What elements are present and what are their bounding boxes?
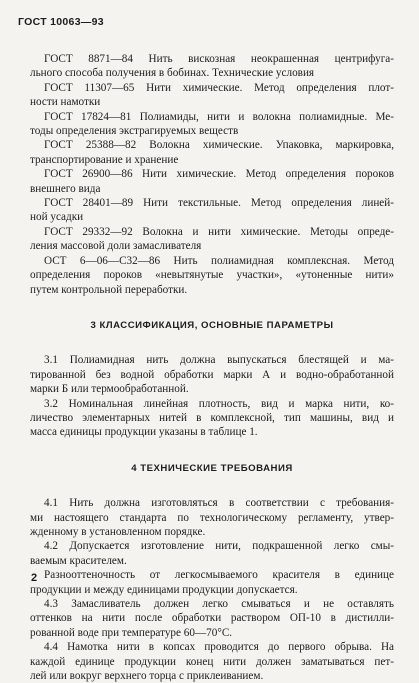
- text-line: транспортирование и хранение: [30, 153, 179, 166]
- text-line: рованной воде при температуре 60—70°С.: [30, 626, 233, 639]
- text-line: оттенков на нити после обработки раствором ОП-10 в дистилли-: [30, 612, 394, 625]
- paragraph: [30, 568, 394, 597]
- paragraph: [30, 397, 394, 440]
- text-line: 3.2 Номинальная линейная плотность, вид и марка нити, ко-: [44, 397, 394, 410]
- section-3-body: [30, 353, 394, 439]
- text-line: ГОСТ 26900—86 Нити химические. Метод определения пороков: [44, 168, 394, 181]
- text-line: ления массовой доли замасливателя: [30, 240, 202, 253]
- text-line: тоды определения экстрагируемых веществ: [30, 125, 239, 138]
- section-4-title: 4 ТЕХНИЧЕСКИЕ ТРЕБОВАНИЯ: [131, 462, 293, 474]
- text-line: ми настоящего стандарта по технологическому регламенту, утвер-: [30, 511, 394, 524]
- reference-item: [30, 254, 394, 297]
- text-line: тированной без водной обработки марки А и водно-обработанной: [30, 368, 394, 381]
- text-line: ГОСТ 28401—89 Нити текстильные. Метод определения линей-: [44, 197, 394, 210]
- paragraph: [30, 496, 394, 539]
- text-line: ОСТ 6—06—С32—86 Нить полиамидная комплексная. Метод: [44, 254, 394, 267]
- reference-item: [30, 110, 394, 139]
- text-line: ности намотки: [30, 96, 101, 109]
- text-line: путем контрольной переработки.: [30, 283, 188, 296]
- text-line: 4.2 Допускается изготовление нити, подкрашенной легко смы-: [44, 540, 394, 553]
- references-list: [30, 52, 394, 297]
- reference-item: [30, 138, 394, 167]
- reference-item: [30, 225, 394, 254]
- text-line: 4.4 Намотка нити в копсах проводится до первого обрыва. На: [44, 641, 394, 654]
- text-line: 3.1 Полиамидная нить должна выпускаться блестящей и ма-: [44, 354, 394, 367]
- text-line: внешнего вида: [30, 182, 101, 195]
- section-4-body: [30, 496, 394, 683]
- text-line: продукции и между единицами продукции допускается.: [30, 583, 298, 596]
- text-line: ГОСТ 8871—84 Нить вискозная неокрашенная центрифуга-: [44, 53, 394, 65]
- reference-item: [30, 81, 394, 110]
- text-line: каждой единице продукции конец нити должен заматываться пет-: [30, 655, 394, 668]
- text-line: 4.3 Замасливатель должен легко смываться и не оставлять: [44, 598, 394, 610]
- text-line: жденному в установленном порядке.: [30, 525, 206, 538]
- paragraph: [30, 597, 394, 640]
- text-line: Разнооттеночность от легкосмываемого красителя в единице: [44, 569, 394, 582]
- text-line: определения пороков «невытянутые участки», «утоненные нити»: [30, 269, 394, 282]
- paragraph: [30, 640, 394, 683]
- text-line: льного способа получения в бобинах. Технические условия: [30, 67, 315, 80]
- document-body: [30, 52, 394, 683]
- reference-item: [30, 167, 394, 196]
- text-line: 4.1 Нить должна изготовляться в соответствии с требования-: [44, 497, 394, 510]
- page-header: ГОСТ 10063—93: [18, 16, 104, 28]
- text-line: марки Б или термообработанной.: [30, 383, 189, 396]
- text-line: лей или вокруг верхнего торца с приклеиванием.: [30, 670, 264, 683]
- text-line: ГОСТ 11307—65 Нити химические. Метод определения плот-: [44, 81, 394, 94]
- text-line: масса единицы продукции указаны в таблице 1.: [30, 426, 258, 439]
- paragraph: [30, 539, 394, 568]
- paragraph: [30, 353, 394, 396]
- text-line: ваемым красителем.: [30, 554, 127, 567]
- text-line: ной усадки: [30, 211, 84, 224]
- text-line: ГОСТ 17824—81 Полиамиды, нити и волокна полиамидные. Ме-: [44, 110, 394, 123]
- text-line: личество элементарных нитей в комплексной, тип машины, вид и: [30, 411, 394, 424]
- reference-item: [30, 196, 394, 225]
- section-3-title: 3 КЛАССИФИКАЦИЯ, ОСНОВНЫЕ ПАРАМЕТРЫ: [90, 319, 334, 331]
- text-line: ГОСТ 29332—92 Волокна и нити химические. Методы опреде-: [44, 225, 394, 238]
- page-number: 2: [31, 572, 38, 584]
- text-line: ГОСТ 25388—82 Волокна химические. Упаковка, маркировка,: [44, 139, 394, 152]
- reference-item: [30, 52, 394, 81]
